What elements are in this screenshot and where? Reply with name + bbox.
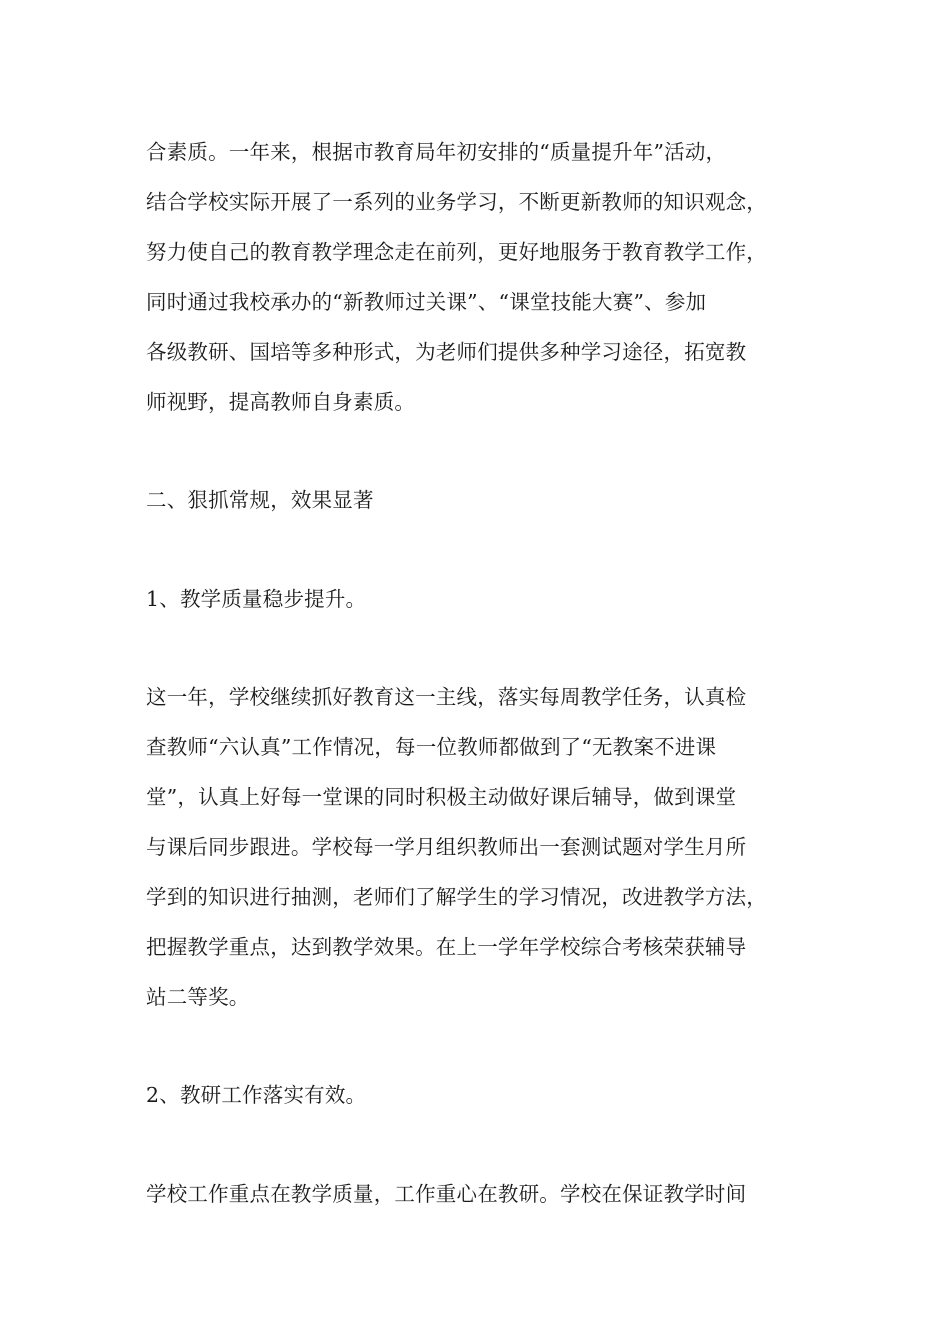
subheading-2: 2、教研工作落实有效。 [146, 1083, 367, 1107]
paragraph-1-line-1: 合素质。一年来，根据市教育局年初安排的“质量提升年”活动， [146, 140, 727, 164]
paragraph-2-line-3: 堂”，认真上好每一堂课的同时积极主动做好课后辅导，做到课堂 [146, 785, 737, 809]
section-heading-2: 二、狠抓常规，效果显著 [146, 488, 374, 512]
paragraph-1-line-6: 师视野，提高教师自身素质。 [146, 390, 416, 414]
paragraph-2-line-5: 学到的知识进行抽测，老师们了解学生的学习情况，改进教学方法， [146, 885, 767, 909]
paragraph-2-line-4: 与课后同步跟进。学校每一学月组织教师出一套测试题对学生月所 [146, 835, 747, 859]
paragraph-2-line-2: 查教师“六认真”工作情况，每一位教师都做到了“无教案不进课 [146, 735, 717, 759]
subheading-1: 1、教学质量稳步提升。 [146, 587, 367, 611]
paragraph-2-line-1: 这一年，学校继续抓好教育这一主线，落实每周教学任务，认真检 [146, 685, 747, 709]
paragraph-1-line-4: 同时通过我校承办的“新教师过关课”、“课堂技能大赛”、参加 [146, 290, 707, 314]
paragraph-1-line-5: 各级教研、国培等多种形式，为老师们提供多种学习途径，拓宽教 [146, 340, 747, 364]
paragraph-3-line-1: 学校工作重点在教学质量，工作重心在教研。学校在保证教学时间 [146, 1182, 747, 1206]
paragraph-1-line-2: 结合学校实际开展了一系列的业务学习，不断更新教师的知识观念， [146, 190, 767, 214]
paragraph-2-line-6: 把握教学重点，达到教学效果。在上一学年学校综合考核荣获辅导 [146, 935, 747, 959]
paragraph-2-line-7: 站二等奖。 [146, 985, 250, 1009]
paragraph-1-line-3: 努力使自己的教育教学理念走在前列，更好地服务于教育教学工作， [146, 240, 767, 264]
